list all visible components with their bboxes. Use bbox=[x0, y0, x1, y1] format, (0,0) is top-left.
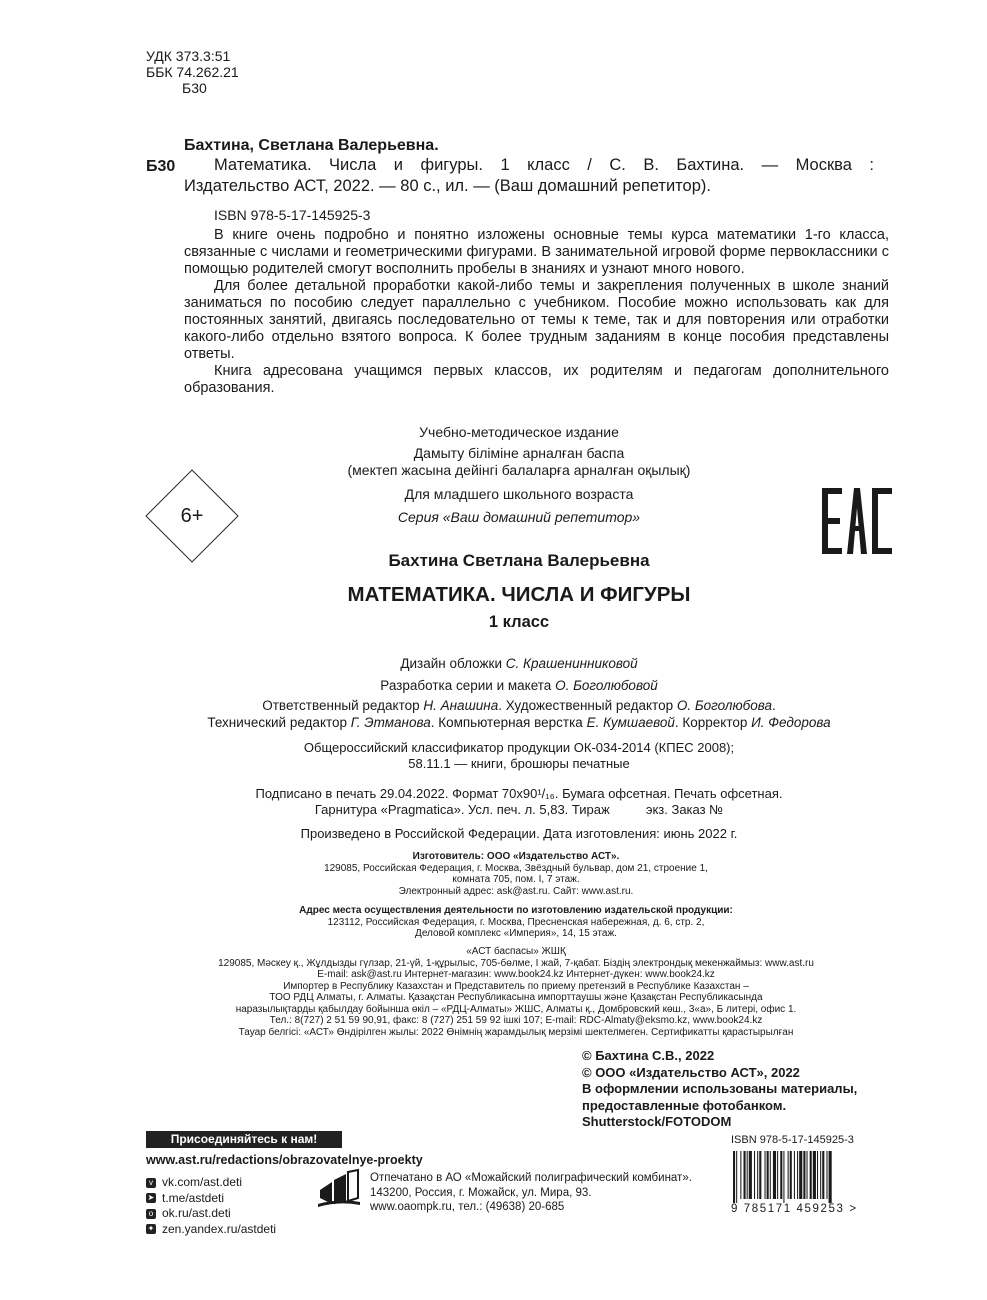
biblio-line-2: Издательство АСТ, 2022. — 80 с., ил. — (Ваш домашний репетитор). bbox=[184, 177, 711, 195]
abstract-paragraph: Книга адресована учащимся первых классов, их родителям и педагогам дополнительного образования. bbox=[184, 363, 889, 396]
author-heading: Бахтина, Светлана Валерьевна. bbox=[184, 137, 439, 154]
author-code: Б30 bbox=[182, 80, 207, 96]
age-rating: 6+ bbox=[180, 505, 204, 527]
kz-line: Тауар белгісі: «АСТ» Өндірілген жылы: 2022 Өнімнің жарамдылық мерзімі шектелмеген. Сертификатты қарастырылған bbox=[238, 1026, 794, 1038]
barcode-isbn: ISBN 978-5-17-145925-3 bbox=[731, 1134, 854, 1146]
manufacturer-line: 129085, Российская Федерация, г. Москва, Звёздный бульвар, дом 21, строение 1, bbox=[324, 862, 708, 874]
kz-line: «АСТ баспасы» ЖШҚ bbox=[466, 946, 566, 957]
printed-line: 143200, Россия, г. Можайск, ул. Мира, 93. bbox=[370, 1186, 592, 1199]
telegram-icon: ➤ bbox=[147, 1193, 155, 1203]
social-link-text: vk.com/ast.deti bbox=[162, 1175, 243, 1189]
series: Серия «Ваш домашний репетитор» bbox=[397, 509, 641, 525]
social-link-text: ok.ru/ast.deti bbox=[162, 1206, 231, 1220]
ok-icon: o bbox=[146, 1209, 156, 1219]
credit-editors: Ответственный редактор Н. Анашина. Художественный редактор О. Боголюбова. bbox=[262, 698, 776, 713]
copyright-line: Shutterstock/FOTODOM bbox=[582, 1114, 732, 1129]
copyright-line: © ООО «Издательство АСТ», 2022 bbox=[582, 1064, 800, 1080]
manufacturer-block bbox=[146, 851, 886, 897]
printed-info bbox=[370, 1171, 692, 1215]
kz-line-1: Дамыту біліміне арналған баспа bbox=[413, 445, 625, 461]
printed-line: www.oaompk.ru, тел.: (49638) 20-685 bbox=[370, 1201, 565, 1213]
kz-line: E-mail: ask@ast.ru Интернет-магазин: www.book24.kz Интернет-дүкен: www.book24.kz bbox=[317, 969, 715, 980]
credit-series: Разработка серии и макета О. Боголюбовой bbox=[380, 678, 658, 693]
manufacturer-line: комната 705, пом. I, 7 этаж. bbox=[452, 874, 580, 885]
print-info bbox=[184, 786, 854, 818]
address-heading: Адрес места осуществления деятельности по изготовлению издательской продукции: bbox=[299, 905, 733, 916]
barcode-icon bbox=[731, 1151, 865, 1206]
kz-line: Тел.: 8(727) 2 51 59 90,91, факс: 8 (727) 251 59 92 ішкі 107; E-mail: RDC-Almaty@eksmo.kz, www.book24.kz bbox=[269, 1015, 763, 1026]
manufacturer-line: Электронный адрес: ask@ast.ru. Сайт: www.ast.ru. bbox=[398, 885, 634, 897]
classifier-line: 58.11.1 — книги, брошюры печатные bbox=[408, 756, 630, 771]
udk-code: УДК 373.3:51 bbox=[146, 48, 231, 64]
barcode-number: 9 785171 459253 > bbox=[731, 1203, 858, 1215]
address-line: Деловой комплекс «Империя», 14, 15 этаж. bbox=[415, 928, 617, 939]
index-code: Б30 bbox=[146, 158, 176, 175]
kz-line: наразылықтарды қабылдау бойынша өкіл – «РДЦ-Алматы» ЖШС, Алматы қ., Домбровский көш., 3«а», Б литері, офис 1. bbox=[235, 1003, 797, 1015]
copyright-block bbox=[582, 1048, 857, 1131]
print-line: Гарнитура «Pragmatica». Усл. печ. л. 5,83. Тираж экз. Заказ № bbox=[314, 802, 724, 817]
kz-line: 129085, Мәскеу қ., Жұлдызды гүлзар, 21-үй, 1-құрылыс, 705-бөлме, I жай, 7-қабат. Біздің электрондық мекенжаймыз: www.ast.ru bbox=[218, 957, 814, 969]
manufacturer-heading: Изготовитель: ООО «Издательство АСТ». bbox=[412, 851, 620, 862]
social-link-text: t.me/astdeti bbox=[162, 1190, 225, 1205]
copyright-line: В оформлении использованы материалы, bbox=[582, 1081, 858, 1096]
age-group: Для младшего школьного возраста bbox=[404, 486, 634, 502]
eac-mark-icon bbox=[822, 488, 892, 554]
address-block bbox=[146, 905, 886, 940]
classifier-line: Общероссийский классификатор продукции ОК-034-2014 (КПЕС 2008); bbox=[303, 740, 735, 755]
copyright-line: © Бахтина С.В., 2022 bbox=[582, 1048, 715, 1063]
book-title: МАТЕМАТИКА. ЧИСЛА И ФИГУРЫ bbox=[347, 583, 691, 606]
classifier bbox=[184, 740, 854, 772]
bbk-code: ББК 74.262.21 bbox=[146, 64, 239, 80]
kz-line-2: (мектеп жасына дейінгі балаларға арналған оқылық) bbox=[347, 462, 691, 478]
abstract-paragraph: Для более детальной проработки какой-либо темы и закрепления полученных в школе знаний заниматься по пособию следует параллельно с учебником. Пособие можно использовать как для постоянных занятий, двигаясь последовательно от темы к теме, так и для повторения или отработки какого-либо отдельно взятого вопроса. К более трудным заданиям в конце пособия представлены ответы. bbox=[184, 278, 889, 362]
edition-type: Учебно-методическое издание bbox=[419, 424, 619, 440]
print-line: Подписано в печать 29.04.2022. Формат 70х90¹/₁₆. Бумага офсетная. Печать офсетная. bbox=[255, 786, 783, 801]
kz-line: ТОО РДЦ Алматы, г. Алматы. Қазақстан Республикасына импорттаушы және Қазақстан Республикасында bbox=[269, 992, 763, 1003]
credit-tech: Технический редактор Г. Этманова. Компьютерная верстка Е. Кумшаевой. Корректор И. Федорова bbox=[207, 715, 831, 730]
printer-logo-icon bbox=[318, 1168, 360, 1208]
age-rating-badge bbox=[146, 470, 238, 562]
kz-line: Импортер в Республику Казахстан и Представитель по приему претензий в Республике Казахстан – bbox=[283, 980, 749, 992]
copyright-line: предоставленные фотобанком. bbox=[582, 1097, 787, 1113]
credit-cover: Дизайн обложки С. Крашенинниковой bbox=[400, 656, 638, 671]
social-links bbox=[146, 1175, 276, 1237]
social-link-telegram[interactable] bbox=[146, 1191, 276, 1207]
kz-block bbox=[146, 946, 886, 1038]
title-author: Бахтина Светлана Валерьевна bbox=[388, 551, 650, 570]
social-link-zen[interactable] bbox=[146, 1222, 276, 1238]
book-grade: 1 класс bbox=[488, 613, 550, 631]
abstract bbox=[184, 227, 889, 397]
printed-line: Отпечатано в АО «Можайский полиграфический комбинат». bbox=[370, 1172, 692, 1184]
abstract-paragraph: В книге очень подробно и понятно изложены основные темы курса математики 1-го класса, связанные с числами и геометрическими фигурами. В занимательной игровой форме первоклассники с помощью родителей смогут восполнить пробелы в знаниях и узнают много нового. bbox=[184, 227, 889, 277]
library-codes bbox=[146, 48, 239, 96]
social-link-vk[interactable] bbox=[146, 1175, 276, 1191]
produced: Произведено в Российской Федерации. Дата изготовления: июнь 2022 г. bbox=[300, 826, 738, 841]
isbn: ISBN 978-5-17-145925-3 bbox=[214, 207, 371, 223]
address-line: 123112, Российская Федерация, г. Москва, Пресненская набережная, д. 6, стр. 2, bbox=[327, 916, 705, 928]
join-us-banner: Присоединяйтесь к нам! bbox=[146, 1131, 342, 1148]
vk-icon: v bbox=[146, 1178, 156, 1188]
biblio-line-1: Математика. Числа и фигуры. 1 класс / С. В. Бахтина. — Москва : bbox=[214, 156, 874, 174]
zen-icon: ✦ bbox=[147, 1224, 155, 1234]
social-link-text: zen.yandex.ru/astdeti bbox=[162, 1221, 277, 1236]
social-link-ok[interactable] bbox=[146, 1206, 276, 1222]
publisher-link[interactable]: www.ast.ru/redactions/obrazovatelnye-proekty bbox=[146, 1153, 423, 1167]
